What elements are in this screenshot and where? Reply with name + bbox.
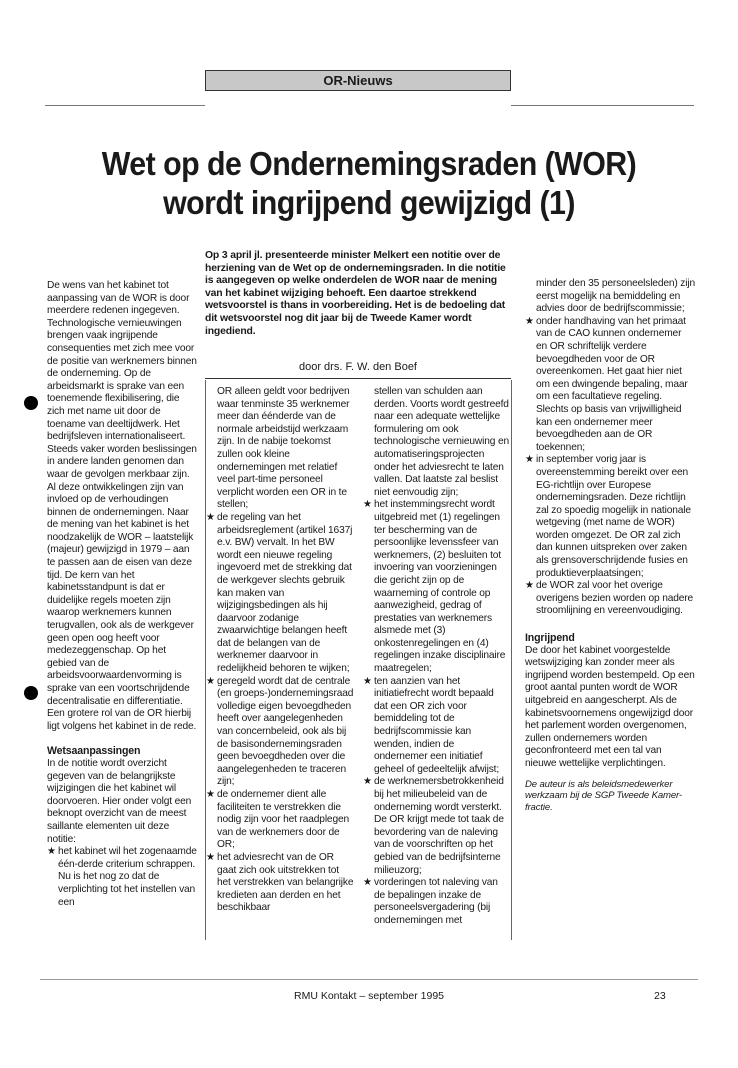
bullet-text: onder handhaving van het primaat van de CAO kunnen ondernemer en OR schriftelijk verdere bevoegdheden voor de OR overeenkomen. Het gaat hier niet om een dwingende bepaling, maar om een facultatieve regeling. Slechts op basis van vrijwilligheid kan een ondernemer meer bevoegdheden aan de OR toekennen; xyxy=(536,315,688,453)
section-label-text: OR-Nieuws xyxy=(323,73,393,88)
heading-wetsaanpassingen: Wetsaanpassingen xyxy=(47,745,141,758)
bullet-text: het adviesrecht van de OR gaat zich ook uitstrekken tot het verstrekken van belangrijke kredieten aan derden en het beschikbaar xyxy=(217,851,354,914)
bullet-item xyxy=(525,580,695,618)
star-bullet-icon: ★ xyxy=(206,789,215,800)
column-1 xyxy=(47,280,197,909)
bullet-item xyxy=(525,316,695,455)
header-rule-right xyxy=(511,105,694,106)
star-bullet-icon: ★ xyxy=(525,315,534,327)
margin-punch-dot-top xyxy=(24,396,38,410)
star-bullet-icon: ★ xyxy=(363,675,372,687)
star-bullet-icon: ★ xyxy=(206,675,215,687)
continued-paragraph: OR alleen geldt voor bedrijven waar tenminste 35 werknemer meer dan éénderde van de normale arbeidstijd werkzaam zijn. In de nabije toekomst zullen ook kleine ondernemingen met relatief veel part-time personeel verplicht worden een OR in te stellen; xyxy=(217,386,350,511)
continued-paragraph: stellen van schulden aan derden. Voorts wordt gestreefd naar een adequate wettelijke formulering om ook technologische vernieuwing en automatiseringsprojecten onder het adviesrecht te laten vallen. Dat laatste zal beslist niet eenvoudig zijn; xyxy=(374,386,509,498)
star-bullet-icon: ★ xyxy=(363,877,372,889)
section-label xyxy=(205,70,511,91)
bullet-item xyxy=(363,499,509,675)
bullet-item xyxy=(363,877,509,927)
header-rule-left xyxy=(45,105,205,106)
bullet-text: de werknemersbetrokkenheid bij het milieubeleid van de onderneming wordt versterkt. De OR krijgt mede tot taak de bevordering van de naleving van de voorschriften op het gebied van de bedrijfsinterne milieuzorg; xyxy=(374,776,504,876)
bullet-item xyxy=(206,676,354,789)
paragraph-ingrijpend: De door het kabinet voorgestelde wetswijziging kan zonder meer als ingrijpend worden bestempeld. Op een groot aantal punten wordt de WOR uitgebreid en aangescherpt. Als de kabinetsvoornemens ongewijzigd door het parlement worden overgenomen, zullen ondernemers worden geconfronteerd met een tal van nieuwe wettelijke verplichtingen. xyxy=(525,644,695,769)
byline: door drs. F. W. den Boef xyxy=(298,361,417,373)
bullet-text: het instemmingsrecht wordt uitgebreid met (1) regelingen ter bescherming van de persoonlijke levenssfeer van werknemers, (2) besluiten tot invoering van voorzieningen die gericht zijn op de waarneming of controle op aanwezigheid, gedrag of prestaties van werknemers alsmede met (3) onkostenregelingen en (4) regelingen inzake disciplinaire maatregelen; xyxy=(374,499,506,675)
column-3 xyxy=(363,386,509,928)
star-bullet-icon: ★ xyxy=(363,776,372,788)
star-bullet-icon: ★ xyxy=(47,846,56,858)
article-lead: Op 3 april jl. presenteerde minister Melkert een notitie over de herziening van de Wet op de ondernemingsraden. In die notitie is aangegeven op welke onderdelen de WOR naar de mening van het kabinet wijziging behoeft. Een daartoe strekkend wetsvoorstel is thans in voorbereiding. Het is de bedoeling dat dit wetsvoorstel nog dit jaar bij de Tweede Kamer wordt ingediend. xyxy=(205,250,506,337)
bullet-item xyxy=(363,676,509,777)
bullet-text: de regeling van het arbeidsreglement (artikel 1637j e.v. BW) vervalt. In het BW wordt een nieuwe regeling ingevoerd met de strekking dat de werkgever slechts gebruik kan maken van wijzigingsbedingen als hij daarvoor zodanige zwaarwichtige belangen heeft dat de belangen van de werknemer daarvoor in redelijkheid behoren te wijken; xyxy=(217,511,353,675)
bullet-text: de ondernemer dient alle faciliteiten te verstrekken die nodig zijn voor het raadplegen van de werknemers door de OR; xyxy=(217,789,349,851)
heading-ingrijpend: Ingrijpend xyxy=(525,632,575,645)
star-bullet-icon: ★ xyxy=(525,454,534,466)
bullet-item xyxy=(363,776,509,877)
star-bullet-icon: ★ xyxy=(363,499,372,511)
article-title-line1: Wet op de Ondernemingsraden (WOR) xyxy=(101,145,637,182)
bullet-text: ten aanzien van het initiatiefrecht wordt bepaald dat een OR zich voor bemiddeling tot de bedrijfscommissie kan wenden, indien de ondernemer een initiatief geheel of gedeeltelijk afwijst; xyxy=(374,675,500,775)
column-2 xyxy=(206,386,354,915)
bullet-item xyxy=(206,852,354,915)
author-note: De auteur is als beleidsmedewerker werkzaam bij de SGP Tweede Kamer-fractie. xyxy=(525,778,682,813)
intro-paragraph: De wens van het kabinet tot aanpassing van de WOR is door meerdere redenen ingegeven. Technologische vernieuwingen brengen vaak ingrijpende consequenties met zich mee voor de positie van werknemers binnen de onderneming. Op de arbeidsmarkt is sprake van een toenemende flexibilisering, die zich met name uit door de toename van deeltijdwerk. Het bedrijfsleven internationaliseert. Steeds vaker worden beslissingen in andere landen genomen dan waar de gevolgen merkbaar zijn. Al deze ontwikkelingen zijn van invloed op de verhoudingen binnen de ondernemingen. Naar de mening van het kabinet is het noodzakelijk de WOR – laatstelijk (majeur) gewijzigd in 1979 – aan te passen aan de eisen van deze tijd. De kern van het kabinetsstandpunt is dat er duidelijke regels moeten zijn waarop werknemers kunnen terugvallen, ook als de werkgever geen open oog heeft voor medezeggenschap. Op het gebied van de arbeidsvoorwaardenvorming is sprake van een voortschrijdende decentralisatie en differentiatie. Een grotere rol van de OR hierbij ligt volgens het kabinet in de rede. xyxy=(47,280,197,732)
bullet-text: het kabinet wil het zogenaamde één-derde criterium schrappen. Nu is het nog zo dat de verplichting tot het instellen van een xyxy=(58,846,197,908)
bullet-text: vorderingen tot naleving van de bepalingen inzake de personeelsvergadering (bij ondernemingen met xyxy=(374,877,498,926)
bullet-item xyxy=(525,454,695,580)
bullet-item xyxy=(206,512,354,676)
star-bullet-icon: ★ xyxy=(206,511,215,523)
footer-rule xyxy=(40,979,698,980)
article-title-line2: wordt ingrijpend gewijzigd (1) xyxy=(163,184,575,221)
star-bullet-icon: ★ xyxy=(206,851,215,863)
column-rule-2 xyxy=(511,380,512,940)
bullet-item xyxy=(206,789,354,852)
column-4 xyxy=(525,278,695,813)
footer-publication: RMU Kontakt – september 1995 xyxy=(294,990,444,1002)
margin-punch-dot-bottom xyxy=(24,686,38,700)
star-bullet-icon: ★ xyxy=(525,580,534,592)
continued-paragraph: minder den 35 personeelsleden) zijn eerst mogelijk na bemiddeling en advies door de bedrijfscommissie; xyxy=(536,278,695,315)
bullet-text: in september vorig jaar is overeenstemming bereikt over een EG-richtlijn over Europese ondernemingsraden. Deze richtlijn zal zo spoedig mogelijk in nationale wetgeving (met name de WOR) worden omgezet. De OR zal zich dan kunnen uitspreken over zaken als grensoverschrijdende fusies en produktieverplaatsingen; xyxy=(536,454,691,579)
bullet-text: geregeld wordt dat de centrale (en groeps-)ondernemingsraad volledige eigen bevoegdheden heeft over aangelegenheden van concernbeleid, ook als bij de basisondernemingsraden geen bevoegdheden over die aangelegenheden te traceren zijn; xyxy=(217,675,354,788)
bullet-item xyxy=(47,846,197,909)
bullet-text: de WOR zal voor het overige overigens bezien worden op nadere stroomlijning en vereenvoudiging. xyxy=(536,580,694,617)
page-number: 23 xyxy=(654,990,666,1002)
byline-rule xyxy=(205,378,511,379)
paragraph-wetsaanpassingen: In de notitie wordt overzicht gegeven van de belangrijkste wijzigingen die het kabinet wil doorvoeren. Hier onder volgt een beknopt overzicht van de meest saillante elementen uit deze notitie: xyxy=(47,757,192,845)
